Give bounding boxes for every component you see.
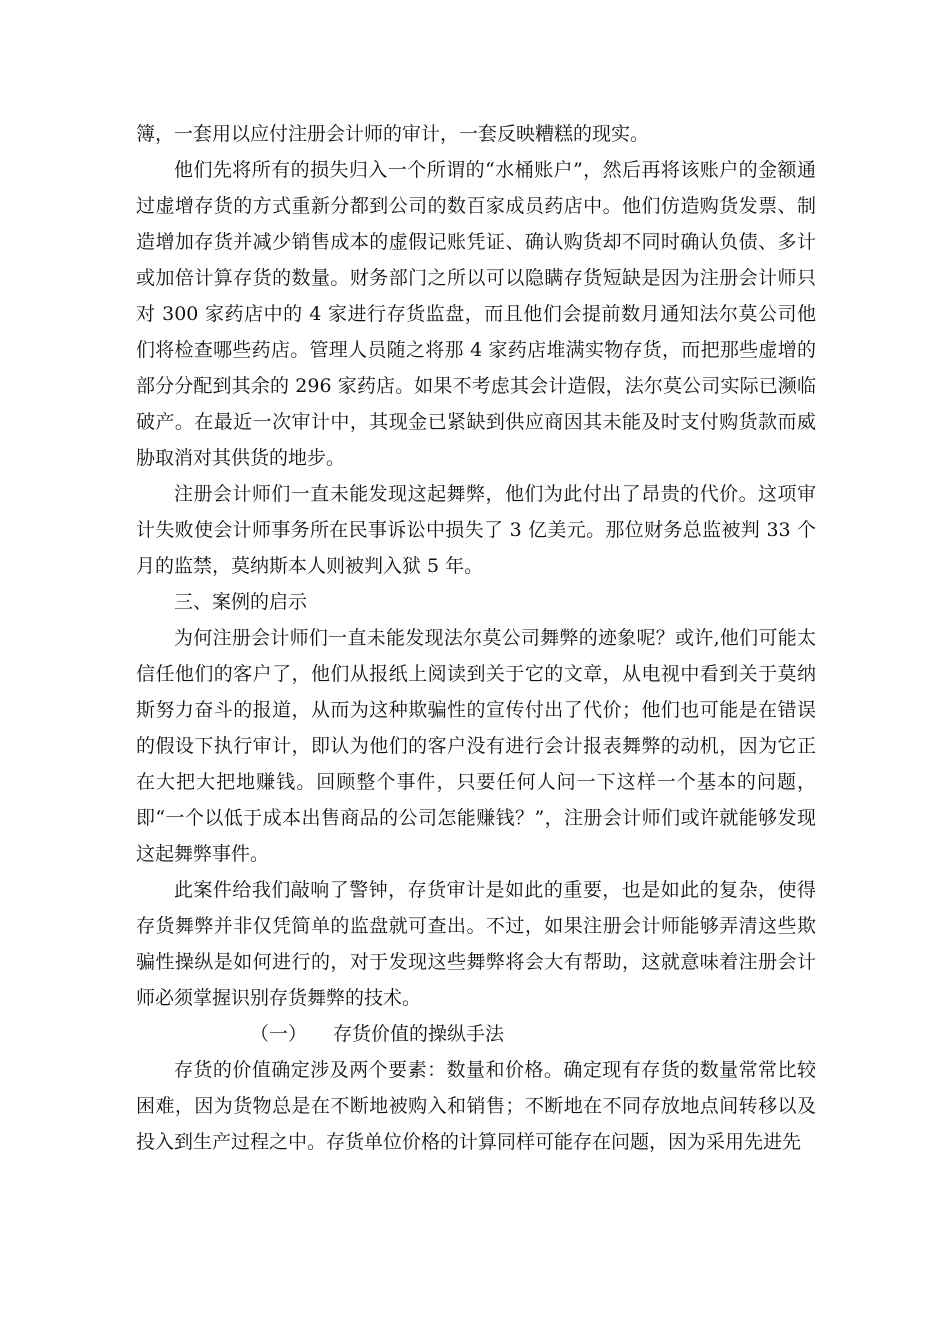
subsection-number: （一） <box>250 1023 308 1045</box>
paragraph-audit-failure: 注册会计师们一直未能发现这起舞弊，他们为此付出了昂贵的代价。这项审计失败使会计师事务所在民事诉讼中损失了 3 亿美元。那位财务总监被判 33 个月的监禁，莫纳斯本人则被判入狱 5 年。 <box>136 483 816 577</box>
subsection-heading <box>136 1016 816 1052</box>
document-body <box>136 116 816 1160</box>
section-heading-case-lessons: 三、案例的启示 <box>174 591 308 613</box>
paragraph-why-missed: 为何注册会计师们一直未能发现法尔莫公司舞弊的迹象呢？或许,他们可能太信任他们的客户了，他们从报纸上阅读到关于它的文章，从电视中看到关于莫纳斯努力奋斗的报道，从而为这种欺骗性的宣传付出了代价；他们也可能是在错误的假设下执行审计，即认为他们的客户没有进行会计报表舞弊的动机，因为它正在大把大把地赚钱。回顾整个事件，只要任何人问一下这样一个基本的问题，即“一个以低于成本出售商品的公司怎能赚钱？”，注册会计师们或许就能够发现这起舞弊事件。 <box>136 627 816 865</box>
paragraph-inventory-valuation: 存货的价值确定涉及两个要素：数量和价格。确定现有存货的数量常常比较困难，因为货物总是在不断地被购入和销售；不断地在不同存放地点间转移以及投入到生产过程之中。存货单位价格的计算同样可能存在问题，因为采用先进先 <box>136 1059 816 1153</box>
subsection-title: 存货价值的操纵手法 <box>333 1023 505 1045</box>
paragraph-bucket-account: 他们先将所有的损失归入一个所谓的“水桶账户”，然后再将该账户的金额通过虚增存货的方式重新分都到公司的数百家成员药店中。他们仿造购货发票、制造增加存货并减少销售成本的虚假记账凭证、确认购货却不同时确认负债、多计或加倍计算存货的数量。财务部门之所以可以隐瞒存货短缺是因为注册会计师只对 300 家药店中的 4 家进行存货监盘，而且他们会提前数月通知法尔莫公司他们将检查哪些药店。管理人员随之将那 4 家药店堆满实物存货，而把那些虚增的部分分配到其余的 296 家药店。如果不考虑其会计造假，法尔莫公司实际已濒临破产。在最近一次审计中，其现金已紧缺到供应商因其未能及时支付购货款而威胁取消对其供货的地步。 <box>136 159 816 469</box>
paragraph-continuation: 簿，一套用以应付注册会计师的审计，一套反映糟糕的现实。 <box>136 123 650 145</box>
paragraph-warning: 此案件给我们敲响了警钟，存货审计是如此的重要，也是如此的复杂，使得存货舞弊并非仅凭简单的监盘就可查出。不过，如果注册会计师能够弄清这些欺骗性操纵是如何进行的，对于发现这些舞弊将会大有帮助，这就意味着注册会计师必须掌握识别存货舞弊的技术。 <box>136 879 816 1009</box>
